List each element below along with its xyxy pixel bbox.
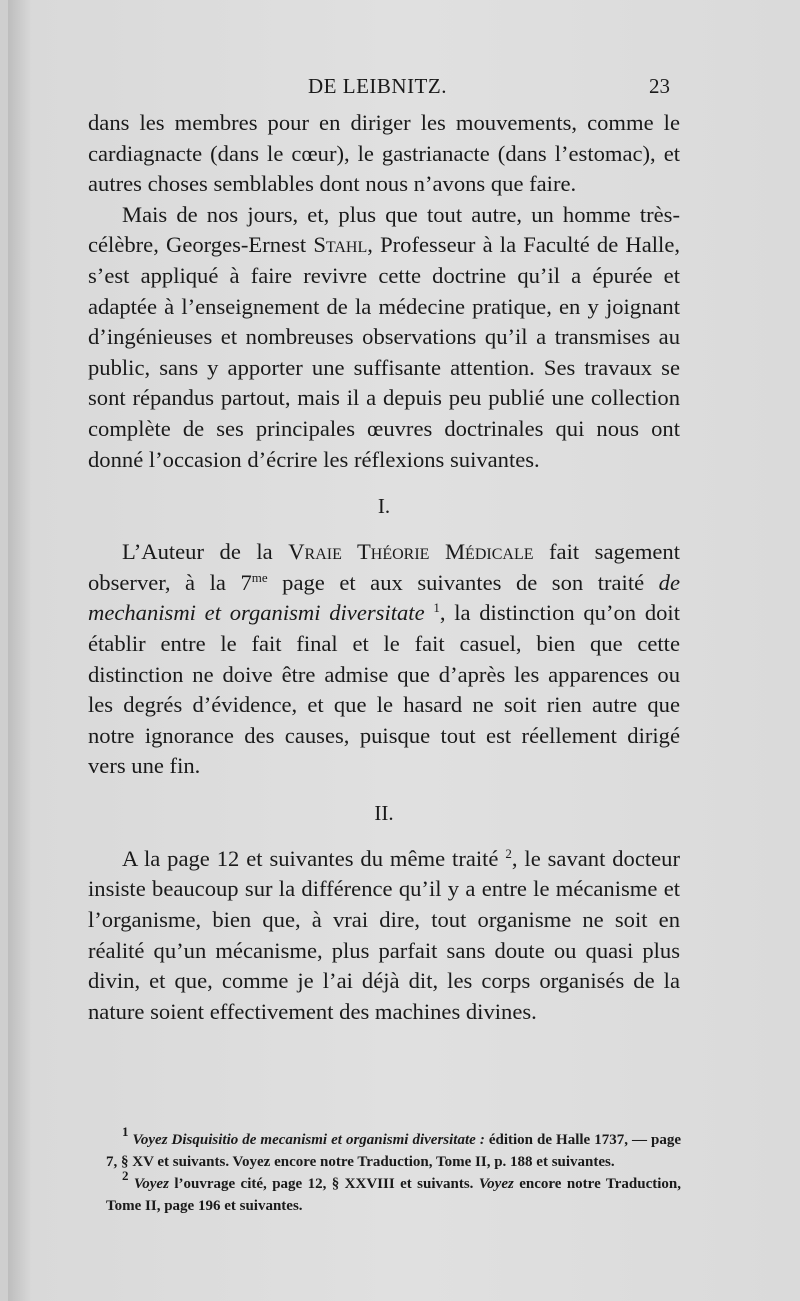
footnote-1 <box>106 1124 681 1173</box>
main-text <box>88 108 680 1027</box>
footnote-2-italic-a: Voyez <box>133 1176 169 1192</box>
book-page <box>8 0 800 1301</box>
footnote-2-text-b: encore notre Traduction, Tome II, page 196 et suivantes. <box>106 1176 682 1214</box>
section-1-text-d: , la distinction qu’on doit établir entre le fait final et le fait casuel, bien que cette distinction ne doive être admise que d’après les apparences ou les degrés d’évidence, et que le hasard ne soit rien autre que notre ignorance des causes, puisque tout est réellement dirigé vers une fin. <box>88 600 680 779</box>
footnote-2 <box>106 1168 682 1217</box>
page-number: 23 <box>649 74 670 98</box>
footnote-2-marker: 2 <box>122 1168 129 1183</box>
footnote-1-italic: Voyez Disquisitio de mecanismi et organismi diversitate : <box>132 1132 485 1148</box>
footnote-1-text: édition de Halle 1737, — page 7, § XV et suivants. Voyez encore notre Traduction, Tome II, p. 188 et suivantes. <box>106 1132 681 1170</box>
section-2-text-a: A la page 12 et suivantes du même traité <box>122 845 506 871</box>
treatise-title: de mechanismi et organismi diversitate <box>88 569 680 626</box>
footnote-ref-1: 1 <box>433 600 440 616</box>
paragraph-1: dans les membres pour en diriger les mouvements, comme le cardiagnacte (dans le cœur), le gastrianacte (dans l’estomac), et autres choses semblables dont nous n’avons que faire. <box>88 110 680 197</box>
footnote-2-italic-b: Voyez <box>478 1176 514 1192</box>
running-title: DE LEIBNITZ. <box>308 74 447 98</box>
section-heading-1: I. <box>377 494 391 519</box>
section-1-text-b: fait sagement observer, à la 7 <box>88 539 680 595</box>
ordinal-superscript: me <box>251 569 268 585</box>
section-2-text-b: , le savant docteur insiste beaucoup sur la différence qu’il y a entre le mécanisme et l’organisme, bien que, à vrai dire, tout organisme ne soit en réalité qu’un mécanisme, plus parfait sans doute ou quasi plus divin, et que, comme je l’ai déjà dit, les corps organisés de la nature soient effectivement des machines divines. <box>88 845 680 1024</box>
page-header <box>8 74 800 104</box>
section-1-paragraph <box>88 537 680 782</box>
footnote-2-text-a: l’ouvrage cité, page 12, § XXVIII et suivants. <box>168 1176 479 1192</box>
section-2-paragraph <box>88 844 680 1028</box>
section-1-text-c: page et aux suivantes de son traité <box>267 569 659 595</box>
paragraph-2-text-b: , Professeur à la Faculté de Halle, s’est appliqué à faire revivre cette doctrine qu’il a épurée et adaptée à l’enseignement de la médecine pratique, en y joignant d’ingénieuses et nombreuses observations qu’il a transmises au public, sans y apporter une suffisante attention. Ses travaux se sont répandus partout, mais il a depuis peu publié une collection complète de ses principales œuvres doctrinales qui nous ont donné l’occasion d’écrire les réflexions suivantes. <box>88 232 680 472</box>
author-name: Stahl <box>313 232 368 258</box>
footnotes <box>106 1124 682 1217</box>
footnote-1-marker: 1 <box>122 1124 129 1139</box>
section-heading-2: II. <box>374 800 394 825</box>
footnote-ref-2: 2 <box>505 845 512 861</box>
section-1-text-a: L’Auteur de la <box>122 539 289 565</box>
paragraph-2-text-a: Mais de nos jours, et, plus que tout autre, un homme très-célèbre, Georges-Ernest <box>88 201 680 258</box>
work-title: Vraie Théorie Médicale <box>288 539 534 565</box>
paragraph-2 <box>88 200 680 475</box>
